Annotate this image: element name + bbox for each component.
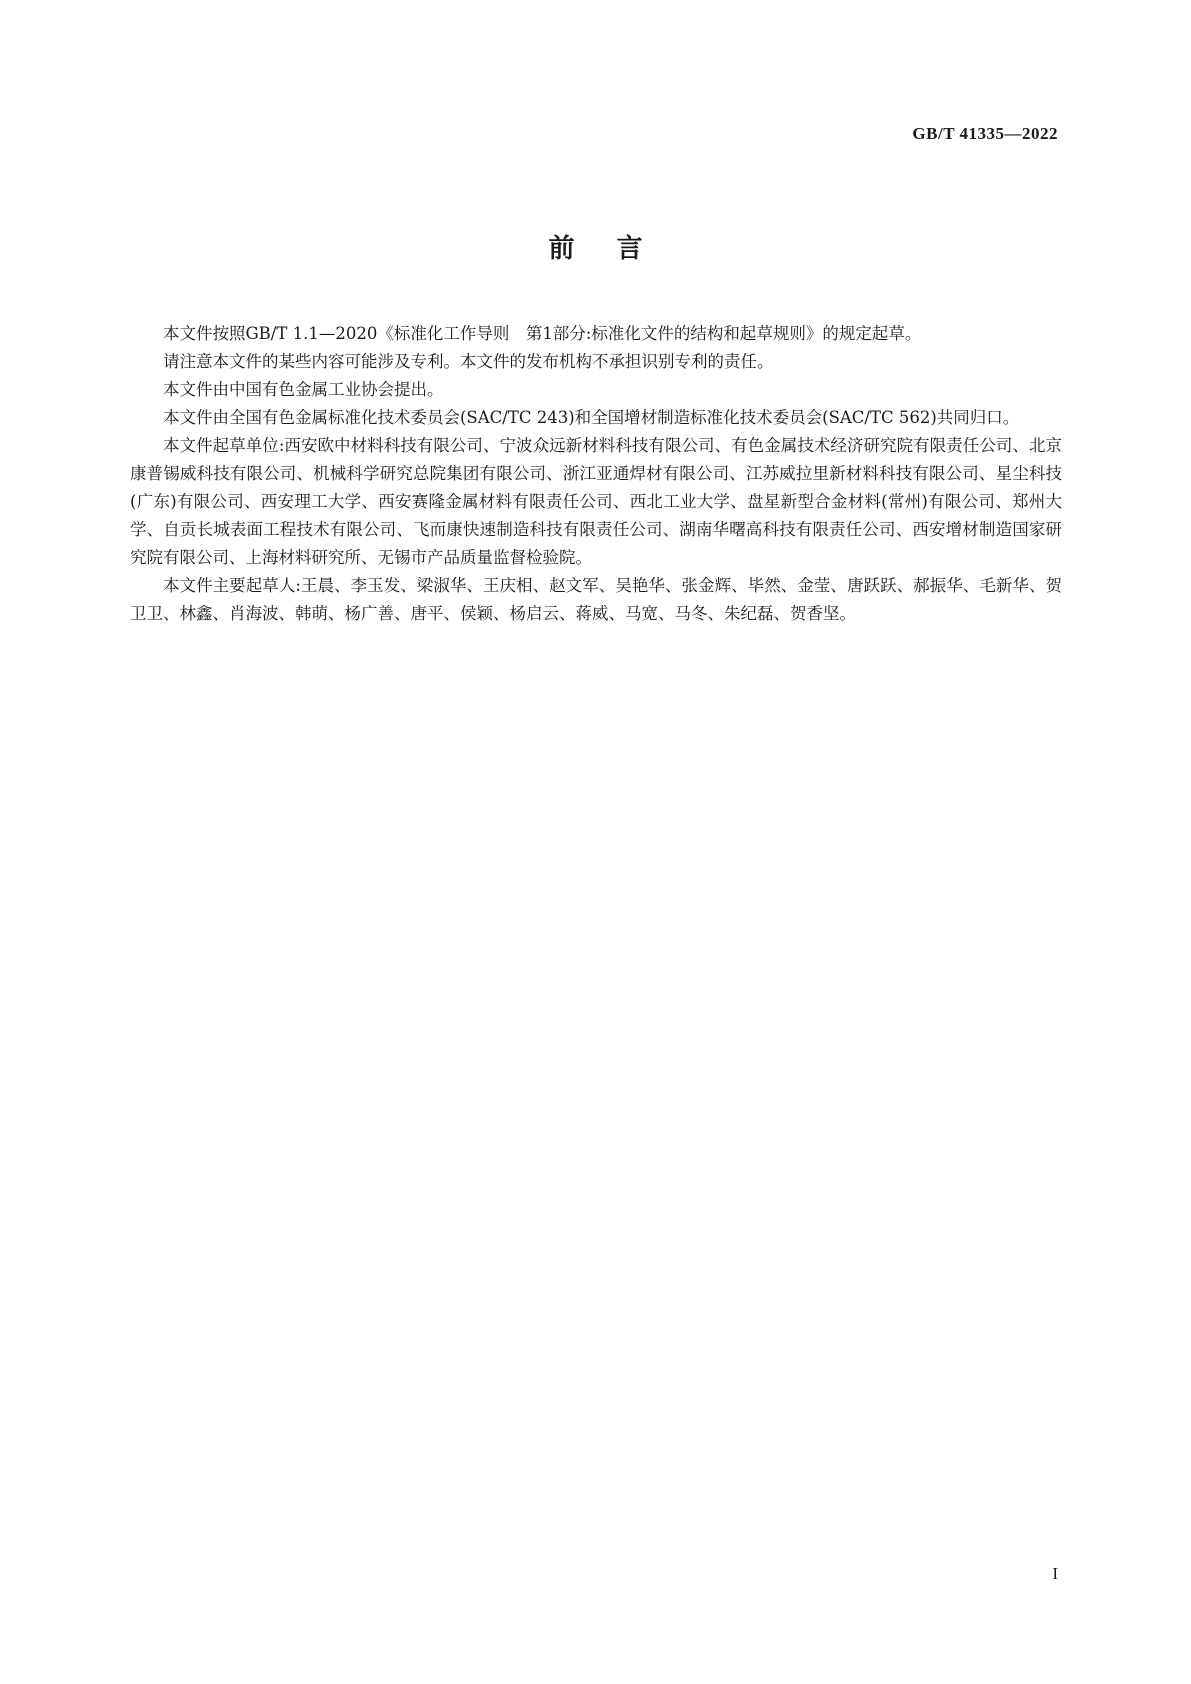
paragraph-patent-notice: 请注意本文件的某些内容可能涉及专利。本文件的发布机构不承担识别专利的责任。: [163, 352, 774, 371]
paragraph-proposer: 本文件由中国有色金属工业协会提出。: [163, 380, 444, 399]
page-title: 前言: [548, 234, 685, 264]
foreword-body: [130, 320, 1062, 628]
page-number: I: [1052, 1564, 1058, 1583]
paragraph-drafting-rules: 本文件按照GB/T 1.1—2020《标准化工作导则 第1部分:标准化文件的结构和起草规则》的规定起草。: [163, 324, 922, 343]
standard-code: GB/T 41335—2022: [912, 124, 1058, 143]
paragraph-jurisdiction: 本文件由全国有色金属标准化技术委员会(SAC/TC 243)和全国增材制造标准化技术委员会(SAC/TC 562)共同归口。: [163, 408, 1020, 427]
paragraph-drafters: 本文件主要起草人:王晨、李玉发、梁淑华、王庆相、赵文军、吴艳华、张金辉、毕然、金莹、唐跃跃、郝振华、毛新华、贺卫卫、林鑫、肖海波、韩萌、杨广善、唐平、侯颖、杨启云、蒋威、马宽、马冬、朱纪磊、贺香坚。: [130, 576, 1062, 623]
paragraph-drafting-units: 本文件起草单位:西安欧中材料科技有限公司、宁波众远新材料科技有限公司、有色金属技术经济研究院有限责任公司、北京康普锡威科技有限公司、机械科学研究总院集团有限公司、浙江亚通焊材有限公司、江苏威拉里新材料科技有限公司、星尘科技(广东)有限公司、西安理工大学、西安赛隆金属材料有限责任公司、西北工业大学、盘星新型合金材料(常州)有限公司、郑州大学、自贡长城表面工程技术有限公司、飞而康快速制造科技有限责任公司、湖南华曙高科技有限责任公司、西安增材制造国家研究院有限公司、上海材料研究所、无锡市产品质量监督检验院。: [130, 436, 1062, 567]
